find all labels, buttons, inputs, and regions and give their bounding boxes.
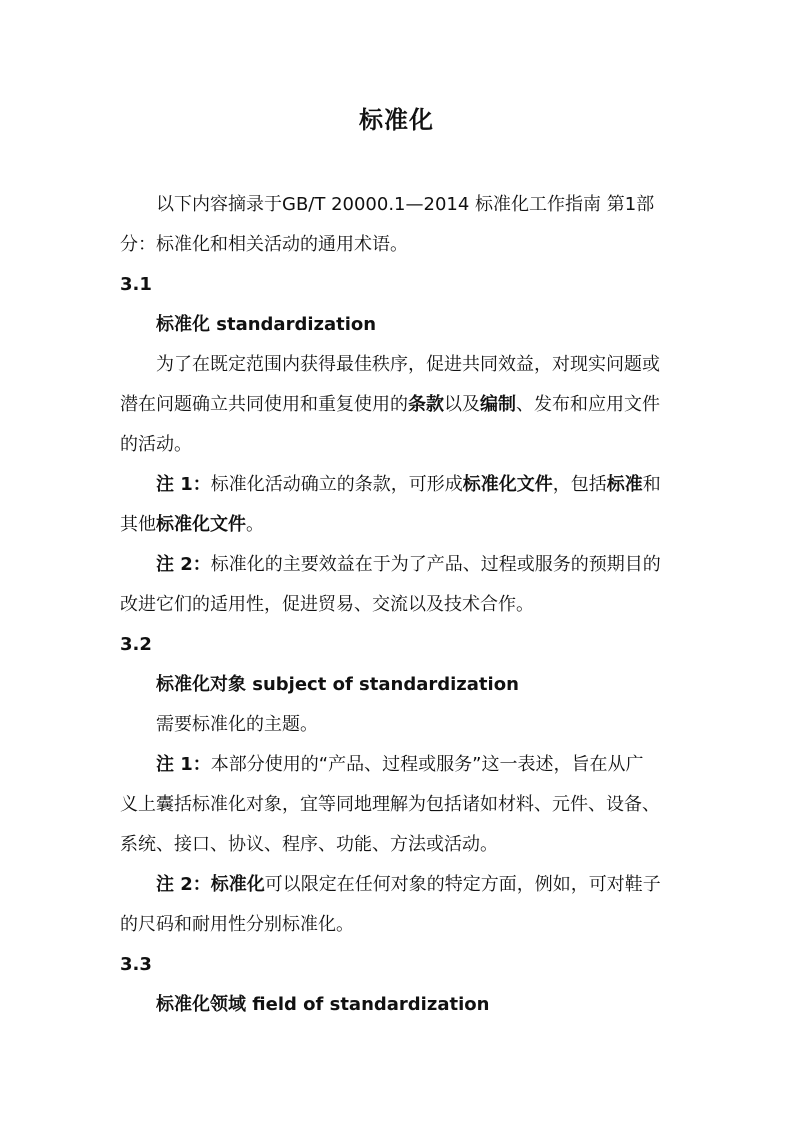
term-link-standardizing-document: 标准化文件	[156, 514, 246, 535]
note-label: 注 2：	[156, 874, 211, 895]
term-link-clause: 条款	[408, 394, 444, 415]
note-label: 注 1：	[156, 754, 211, 775]
note-3-2-2-line-2: 的尺码和耐用性分别标准化。	[120, 914, 354, 935]
note-3-1-1-line-1: 注 1：标准化活动确立的条款，可形成标准化文件，包括标准和	[156, 474, 661, 495]
definition-3-1-line-3: 的活动。	[120, 434, 192, 455]
intro-line-1: 以下内容摘录于GB/T 20000.1—2014 标准化工作指南 第1部	[156, 194, 655, 215]
term-link-standard: 标准	[606, 474, 643, 495]
section-number-3-1: 3.1	[120, 274, 152, 295]
term-heading-3-2: 标准化对象 subject of standardization	[156, 674, 519, 695]
note-3-2-2-line-1: 注 2：标准化可以限定在任何对象的特定方面，例如，可对鞋子	[156, 874, 661, 895]
note-3-1-2-line-1: 注 2：标准化的主要效益在于为了产品、过程或服务的预期目的	[156, 554, 661, 575]
term-heading-3-1: 标准化 standardization	[156, 314, 377, 335]
term-heading-3-3: 标准化领域 field of standardization	[156, 994, 490, 1015]
section-number-3-2: 3.2	[120, 634, 152, 655]
definition-3-1-line-2: 潜在问题确立共同使用和重复使用的条款以及编制、发布和应用文件	[120, 394, 660, 415]
definition-3-1-line-1: 为了在既定范围内获得最佳秩序，促进共同效益，对现实问题或	[156, 354, 660, 375]
note-3-1-1-line-2: 其他标准化文件。	[120, 514, 264, 535]
page-title: 标准化	[359, 106, 434, 134]
term-link-standardization: 标准化	[210, 874, 265, 895]
note-3-2-1-line-3: 系统、接口、协议、程序、功能、方法或活动。	[120, 834, 498, 855]
term-link-standardizing-document: 标准化文件	[462, 474, 553, 495]
note-3-2-1-line-1: 注 1：本部分使用的“产品、过程或服务”这一表述，旨在从广	[156, 754, 644, 775]
note-3-2-1-line-2: 义上囊括标准化对象，宜等同地理解为包括诸如材料、元件、设备、	[120, 794, 660, 815]
note-3-1-2-line-2: 改进它们的适用性，促进贸易、交流以及技术合作。	[120, 594, 534, 615]
definition-3-2: 需要标准化的主题。	[156, 714, 318, 735]
section-number-3-3: 3.3	[120, 954, 152, 975]
term-link-drafting: 编制	[480, 394, 516, 415]
note-label: 注 1：	[156, 474, 211, 495]
note-label: 注 2：	[156, 554, 211, 575]
intro-line-2: 分：标准化和相关活动的通用术语。	[120, 234, 408, 255]
